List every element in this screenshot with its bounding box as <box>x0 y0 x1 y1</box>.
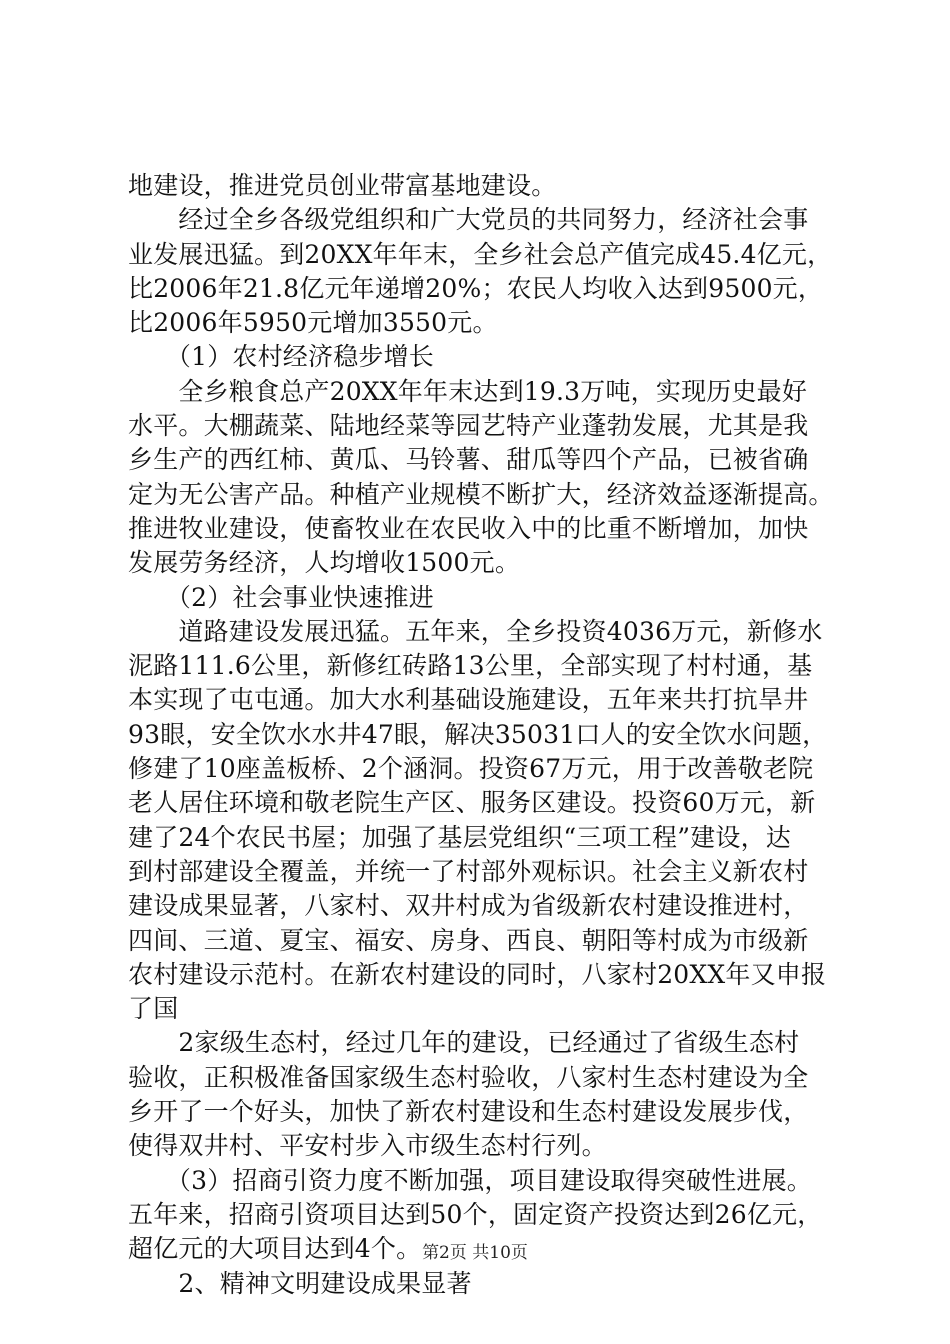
text-line: 建了24个农民书屋；加强了基层党组织“三项工程”建设，达 <box>128 822 791 852</box>
text-line: 定为无公害产品。种植产业规模不断扩大，经济效益逐渐提高。 <box>128 479 834 509</box>
text-line: （1）农村经济稳步增长 <box>128 342 435 372</box>
text-line: 比2006年21.8亿元年递增20%；农民人均收入达到9500元， <box>128 273 824 303</box>
text-line: 建设成果显著，八家村、双井村成为省级新农村建设推进村， <box>128 891 809 921</box>
text-line: 发展劳务经济，人均增收1500元。 <box>128 548 521 578</box>
text-line: 业发展迅猛。到20XX年年末，全乡社会总产值完成45.4亿元， <box>128 239 833 269</box>
text-line: 93眼，安全饮水水井47眼，解决35031口人的安全饮水问题， <box>128 719 828 749</box>
text-line: 修建了10座盖板桥、2个涵洞。投资67万元，用于改善敬老院 <box>128 754 814 784</box>
text-line: 到村部建设全覆盖，并统一了村部外观标识。社会主义新农村 <box>128 856 809 886</box>
text-line: 推进牧业建设，使畜牧业在农民收入中的比重不断增加，加快 <box>128 513 809 543</box>
text-line: （2）社会事业快速推进 <box>128 582 435 612</box>
text-line: 四间、三道、夏宝、福安、房身、西良、朝阳等村成为市级新 <box>128 925 809 955</box>
text-line: 比2006年5950元增加3550元。 <box>128 308 498 338</box>
text-line: 超亿元的大项目达到4个。 <box>128 1234 422 1264</box>
text-line: 全乡粮食总产20XX年年末达到19.3万吨，实现历史最好 <box>128 376 808 406</box>
text-line: 经过全乡各级党组织和广大党员的共同努力，经济社会事 <box>128 205 809 235</box>
text-line: 本实现了屯屯通。加大水利基础设施建设，五年来共打抗旱井 <box>128 685 809 715</box>
text-line: 验收，正积极准备国家级生态村验收，八家村生态村建设为全 <box>128 1062 809 1092</box>
text-line: 道路建设发展迅猛。五年来，全乡投资4036万元，新修水 <box>128 616 823 646</box>
text-line: 使得双井村、平安村步入市级生态村行列。 <box>128 1131 607 1161</box>
document-body <box>128 169 833 1301</box>
text-line: 地建设，推进党员创业带富基地建设。 <box>128 171 557 200</box>
text-line: 2、精神文明建设成果显著 <box>128 1268 472 1298</box>
text-line: 泥路111.6公里，新修红砖路13公里，全部实现了村村通，基 <box>128 651 813 681</box>
text-line: 老人居住环境和敬老院生产区、服务区建设。投资60万元，新 <box>128 788 816 818</box>
text-line: 了国 <box>128 994 179 1024</box>
text-line: 农村建设示范村。在新农村建设的同时，八家村20XX年又申报 <box>128 959 827 989</box>
text-line: 乡生产的西红柿、黄瓜、马铃薯、甜瓜等四个产品，已被省确 <box>128 445 809 475</box>
page-footer: 第2页 共10页 <box>422 1243 528 1263</box>
text-line: 2家级生态村，经过几年的建设，已经通过了省级生态村 <box>128 1028 800 1058</box>
text-line: 水平。大棚蔬菜、陆地经菜等园艺特产业蓬勃发展，尤其是我 <box>128 411 809 441</box>
text-line: 五年来，招商引资项目达到50个，固定资产投资达到26亿元， <box>128 1199 823 1229</box>
text-line: （3）招商引资力度不断加强，项目建设取得突破性进展。 <box>128 1165 813 1195</box>
text-line: 乡开了一个好头，加快了新农村建设和生态村建设发展步伐， <box>128 1097 809 1127</box>
